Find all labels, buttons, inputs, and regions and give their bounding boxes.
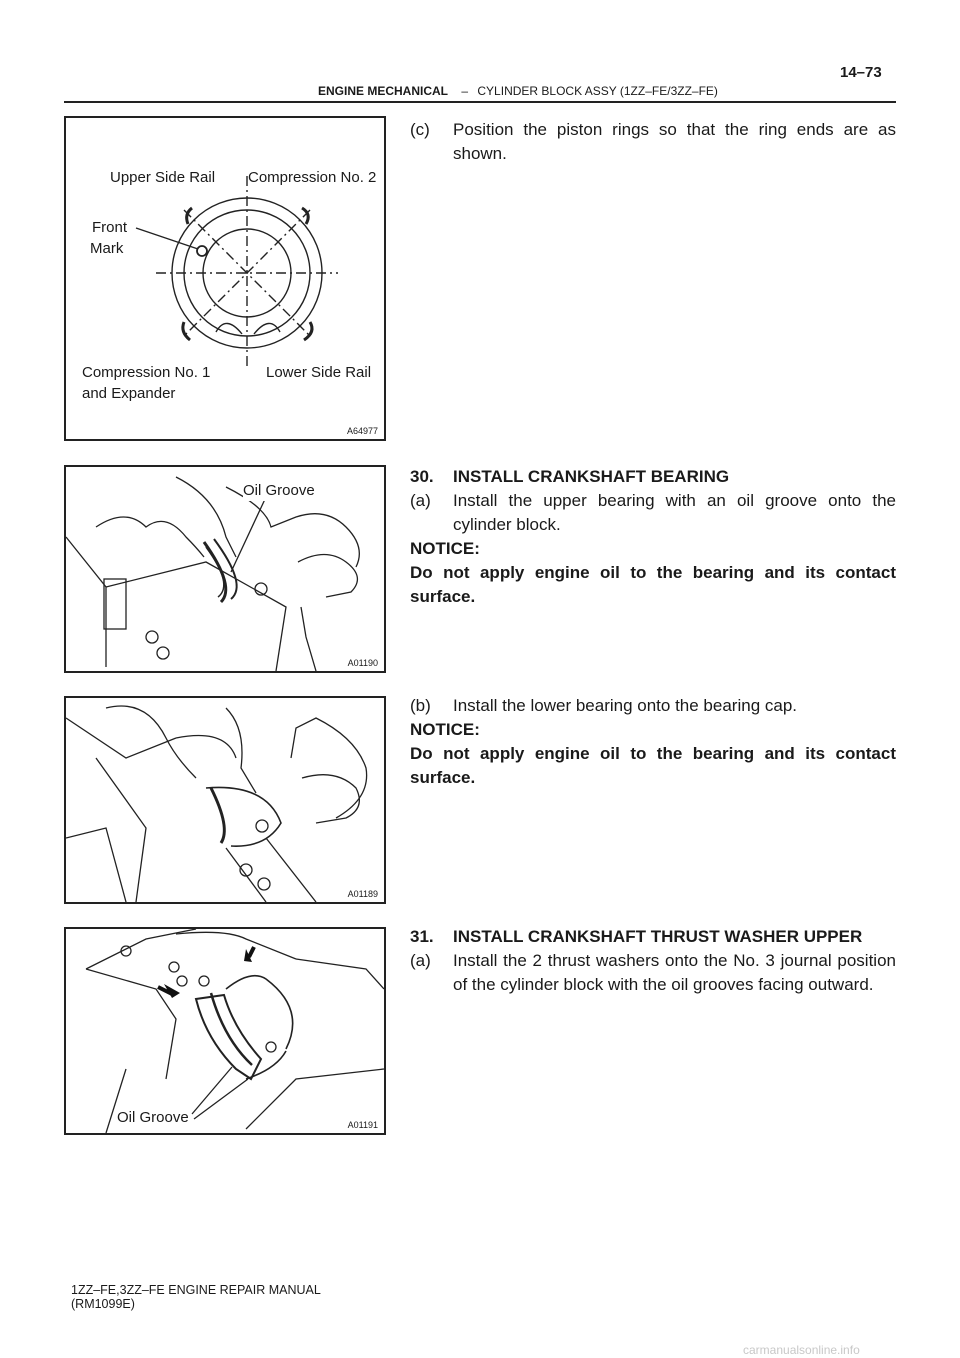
figure-lower-bearing xyxy=(64,696,386,904)
figure-code: A01191 xyxy=(347,1120,378,1130)
substep-text: Install the 2 thrust washers onto the No. 3 journal position of the cylinder block with the oil grooves facing outward. xyxy=(453,951,896,994)
step-number: (c) xyxy=(410,120,430,139)
step-30 xyxy=(410,465,896,609)
label-oil-groove: Oil Groove xyxy=(117,1109,189,1126)
step-31 xyxy=(410,925,896,997)
figure-thrust-washer xyxy=(64,927,386,1135)
step-number: 31. xyxy=(410,927,434,946)
notice-label: NOTICE: xyxy=(410,720,480,739)
step-text: Position the piston rings so that the ring ends are as shown. xyxy=(453,120,896,163)
figure-code: A01190 xyxy=(347,658,378,668)
header-separator: – xyxy=(461,84,469,98)
figure-code: A01189 xyxy=(347,889,378,899)
label-compression-no1-line1: Compression No. 1 xyxy=(82,364,211,381)
label-upper-side-rail: Upper Side Rail xyxy=(110,169,216,186)
figure-piston-rings xyxy=(64,116,386,441)
substep-text: Install the upper bearing with an oil groove onto the cylinder block. xyxy=(453,491,896,534)
notice-label: NOTICE: xyxy=(410,539,480,558)
step-title: INSTALL CRANKSHAFT THRUST WASHER UPPER xyxy=(453,927,863,946)
substep-number: (a) xyxy=(410,491,431,510)
label-compression-no2: Compression No. 2 xyxy=(248,169,377,186)
substep-text: Install the lower bearing onto the bearing cap. xyxy=(453,696,798,715)
thrust-washer-drawing xyxy=(66,929,384,1133)
step-b xyxy=(410,694,896,790)
step-c xyxy=(410,118,896,166)
footer xyxy=(71,1283,321,1311)
step-title: INSTALL CRANKSHAFT BEARING xyxy=(453,467,730,486)
header-rule xyxy=(64,101,896,103)
label-front-mark-line1: Front xyxy=(92,219,128,236)
header-subsection: CYLINDER BLOCK ASSY (1ZZ–FE/3ZZ–FE) xyxy=(477,84,718,98)
label-front-mark-line2: Mark xyxy=(90,240,124,257)
label-lower-side-rail: Lower Side Rail xyxy=(266,364,372,381)
label-compression-no1-line2: and Expander xyxy=(82,385,176,402)
header-breadcrumb xyxy=(318,84,718,98)
upper-bearing-drawing xyxy=(66,467,384,671)
figure-code: A64977 xyxy=(346,426,378,436)
footer-manual-title: 1ZZ–FE,3ZZ–FE ENGINE REPAIR MANUAL xyxy=(71,1283,321,1297)
notice-text: Do not apply engine oil to the bearing and its contact surface. xyxy=(410,563,896,606)
notice-text: Do not apply engine oil to the bearing and its contact surface. xyxy=(410,744,896,787)
label-oil-groove: Oil Groove xyxy=(243,482,315,499)
substep-number: (b) xyxy=(410,696,431,715)
lower-bearing-drawing xyxy=(66,698,384,902)
substep-number: (a) xyxy=(410,951,431,970)
header-section: ENGINE MECHANICAL xyxy=(318,84,449,98)
step-number: 30. xyxy=(410,467,434,486)
figure-upper-bearing xyxy=(64,465,386,673)
footer-manual-code: (RM1099E) xyxy=(71,1297,135,1311)
watermark[interactable]: carmanualsonline.info xyxy=(743,1343,860,1357)
page-number: 14–73 xyxy=(840,64,882,81)
